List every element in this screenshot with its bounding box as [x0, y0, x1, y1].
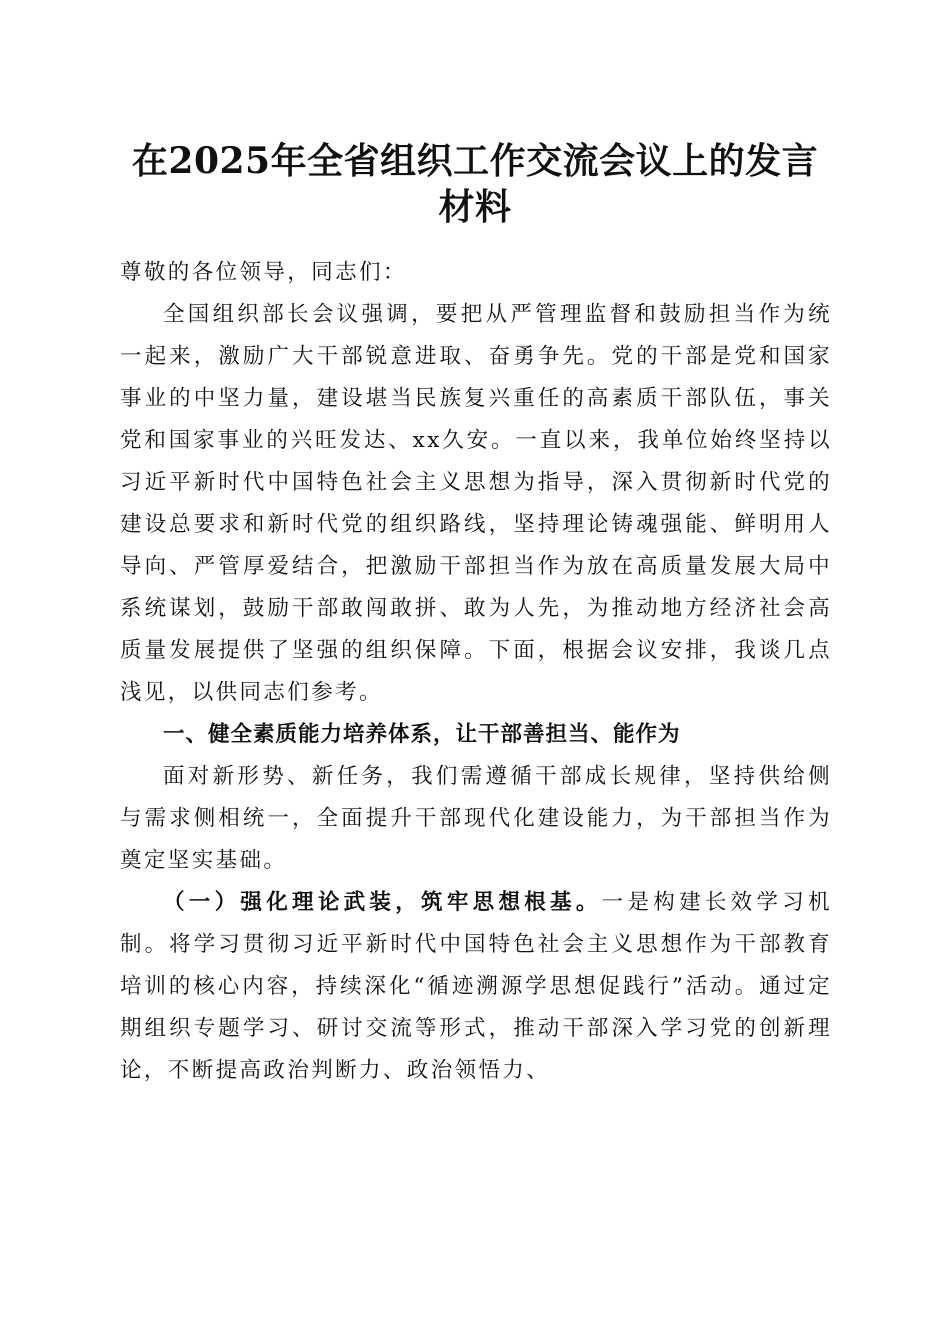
document-body [120, 252, 832, 1092]
paragraph-intro: 全国组织部长会议强调，要把从严管理监督和鼓励担当作为统一起来，激励广大干部锐意进取、奋勇争先。党的干部是党和国家事业的中坚力量，建设堪当民族复兴重任的高素质干部队伍，事关党和国家事业的兴旺发达、xx久安。一直以来，我单位始终坚持以习近平新时代中国特色社会主义思想为指导，深入贯彻新时代党的建设总要求和新时代党的组织路线，坚持理论铸魂强能、鲜明用人导向、严管厚爱结合，把激励干部担当作为放在高质量发展大局中系统谋划，鼓励干部敢闯敢拼、敢为人先，为推动地方经济社会高质量发展提供了坚强的组织保障。下面，根据会议安排，我谈几点浅见，以供同志们参考。 [120, 302, 832, 705]
subsection-body-1: 一是构建长效学习机制。将学习贯彻习近平新时代中国特色社会主义思想作为干部教育培训的核心内容，持续深化“循迹溯源学思想促践行”活动。通过定期组织专题学习、研讨交流等形式，推动干部深入学习党的创新理论，不断提高政治判断力、政治领悟力、 [120, 890, 832, 1083]
paragraph-section-1: 面对新形势、新任务，我们需遵循干部成长规律，坚持供给侧与需求侧相统一，全面提升干部现代化建设能力，为干部担当作为奠定坚实基础。 [120, 764, 832, 873]
paragraph-subsection-1 [120, 882, 832, 1092]
salutation: 尊敬的各位领导，同志们： [120, 260, 407, 285]
document-title: 在2025年全省组织工作交流会议上的发言材料 [131, 140, 819, 228]
section-heading-1: 一、健全素质能力培养体系，让干部善担当、能作为 [163, 722, 681, 747]
subsection-heading-1: （一）强化理论武装，筑牢思想根基。 [163, 890, 602, 915]
